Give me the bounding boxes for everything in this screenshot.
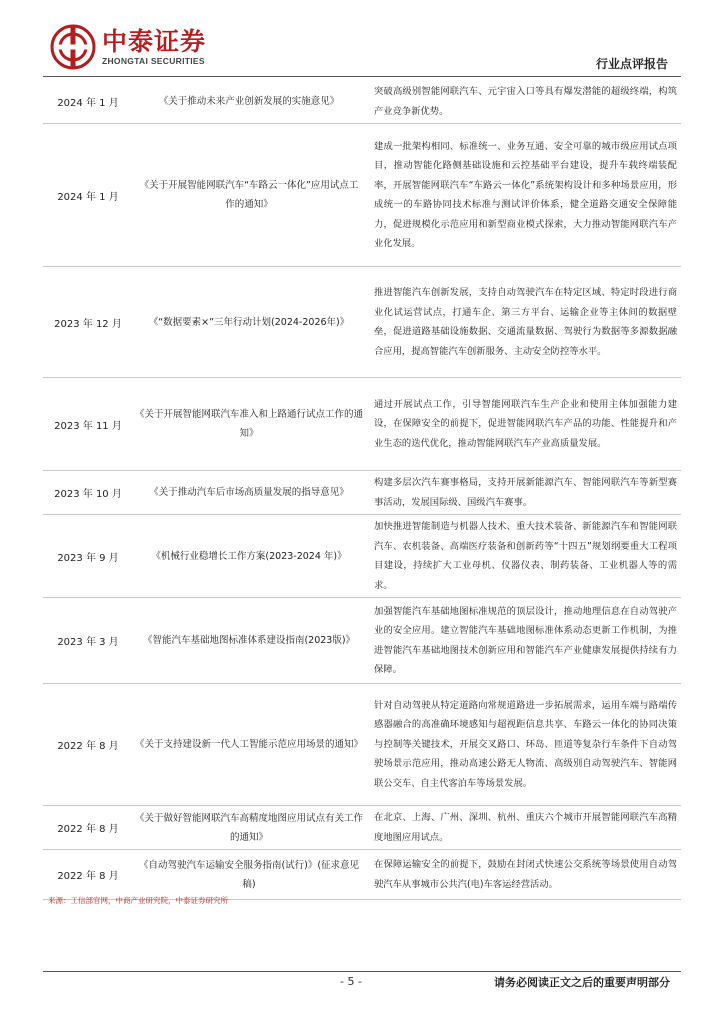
report-type-label: 行业点评报告	[595, 57, 668, 71]
policy-name: 《关于推动汽车后市场高质量发展的指导意见》	[133, 471, 371, 515]
policy-name: 《机械行业稳增长工作方案(2023-2024 年)》	[133, 515, 371, 598]
table-row	[43, 515, 681, 598]
policy-name: 《关于开展智能网联汽车准入和上路通行试点工作的通知》	[133, 378, 371, 471]
policy-date: 2023 年 11 月	[43, 378, 133, 471]
source-note: 来源：工信部官网，中商产业研究院，中泰证券研究所	[48, 896, 228, 905]
policy-description: 构建多层次汽车赛事格局，支持开展新能源汽车、智能网联汽车等新型赛事活动，发展国际级、国级汽车赛事。	[371, 471, 681, 515]
policy-date: 2022 年 8 月	[43, 684, 133, 806]
disclaimer-text: 请务必阅读正文之后的重要声明部分	[494, 976, 670, 989]
policy-description: 通过开展试点工作，引导智能网联汽车生产企业和使用主体加强能力建设，在保障安全的前提下，促进智能网联汽车产品的功能、性能提升和产业生态的迭代优化，推动智能网联汽车产业高质量发展。	[371, 378, 681, 471]
company-logo	[50, 24, 206, 70]
policy-date: 2022 年 8 月	[43, 806, 133, 850]
policy-date: 2022 年 8 月	[43, 850, 133, 900]
page-header	[0, 0, 724, 80]
policy-description: 加强智能汽车基础地图标准规范的顶层设计，推动地理信息在自动驾驶产业的安全应用。建立智能汽车基础地图标准体系动态更新工作机制，为推进智能汽车基础地图技术创新应用和智能汽车产业健康发展提供持续有力保障。	[371, 598, 681, 684]
table-row	[43, 598, 681, 684]
policy-name: 《智能汽车基础地图标准体系建设指南(2023版)》	[133, 598, 371, 684]
policy-name: 《自动驾驶汽车运输安全服务指南(试行)》(征求意见稿)	[133, 850, 371, 900]
policy-name: 《关于开展智能网联汽车“车路云一体化”应用试点工作的通知》	[133, 124, 371, 267]
policy-date: 2024 年 1 月	[43, 124, 133, 267]
policy-description: 建成一批架构相同、标准统一、业务互通、安全可靠的城市级应用试点项目，推动智能化路侧基础设施和云控基础平台建设，提升车载终端装配率，开展智能网联汽车“车路云一体化”系统架构设计和多种场景应用，形成统一的车路协同技术标准与测试评价体系，健全道路交通安全保障能力，促进规模化示范应用和新型商业模式探索，大力推动智能网联汽车产业化发展。	[371, 124, 681, 267]
footer-divider	[43, 971, 681, 972]
table-row	[43, 267, 681, 378]
logo-english-name: ZHONGTAI SECURITIES	[102, 56, 205, 66]
policy-name: 《关于支持建设新一代人工智能示范应用场景的通知》	[133, 684, 371, 806]
table-row	[43, 806, 681, 850]
logo-chinese-name: 中泰证券	[102, 27, 207, 56]
table-row	[43, 684, 681, 806]
policy-description: 针对自动驾驶从特定道路向常规道路进一步拓展需求，运用车端与路端传感器融合的高准确环境感知与超视距信息共享、车路云一体化的协同决策与控制等关键技术，开展交叉路口、环岛、匝道等复杂行车条件下自动驾驶场景示范应用，推动高速公路无人物流、高级别自动驾驶汽车、智能网联公交车、自主代客泊车等场景发展。	[371, 684, 681, 806]
policy-description: 突破高级别智能网联汽车、元宇宙入口等具有爆发潜能的超级终端，构筑产业竞争新优势。	[371, 80, 681, 124]
policy-date: 2023 年 12 月	[43, 267, 133, 378]
table-row	[43, 850, 681, 900]
policy-name: 《“数据要素×”三年行动计划(2024-2026年)》	[133, 267, 371, 378]
policy-name: 《关于做好智能网联汽车高精度地图应用试点有关工作的通知》	[133, 806, 371, 850]
policy-description: 在保障运输安全的前提下，鼓励在封闭式快速公交系统等场景使用自动驾驶汽车从事城市公共汽(电)车客运经营活动。	[371, 850, 681, 900]
policy-name: 《关于推动未来产业创新发展的实施意见》	[133, 80, 371, 124]
policy-date: 2023 年 9 月	[43, 515, 133, 598]
policy-table	[43, 80, 681, 900]
policy-description: 在北京、上海、广州、深圳、杭州、重庆六个城市开展智能网联汽车高精度地图应用试点。	[371, 806, 681, 850]
header-divider	[43, 76, 681, 77]
policy-description: 推进智能汽车创新发展，支持自动驾驶汽车在特定区域、特定时段进行商业化试运营试点，打通车企、第三方平台、运输企业等主体间的数据壁垒，促进道路基础设施数据、交通流量数据、驾驶行为数据等多源数据融合应用，提高智能汽车创新服务、主动安全防控等水平。	[371, 267, 681, 378]
policy-date: 2024 年 1 月	[43, 80, 133, 124]
zhongtai-logo-icon	[50, 24, 96, 70]
table-row	[43, 378, 681, 471]
policy-date: 2023 年 3 月	[43, 598, 133, 684]
policy-date: 2023 年 10 月	[43, 471, 133, 515]
table-row	[43, 124, 681, 267]
policy-description: 加快推进智能制造与机器人技术、重大技术装备、新能源汽车和智能网联汽车、农机装备、高端医疗装备和创新药等“十四五”规划纲要重大工程项目建设，持续扩大工业母机、仪器仪表、制药装备、工业机器人等的需求。	[371, 515, 681, 598]
table-row	[43, 80, 681, 124]
page-number: - 5 -	[340, 975, 362, 988]
table-row	[43, 471, 681, 515]
